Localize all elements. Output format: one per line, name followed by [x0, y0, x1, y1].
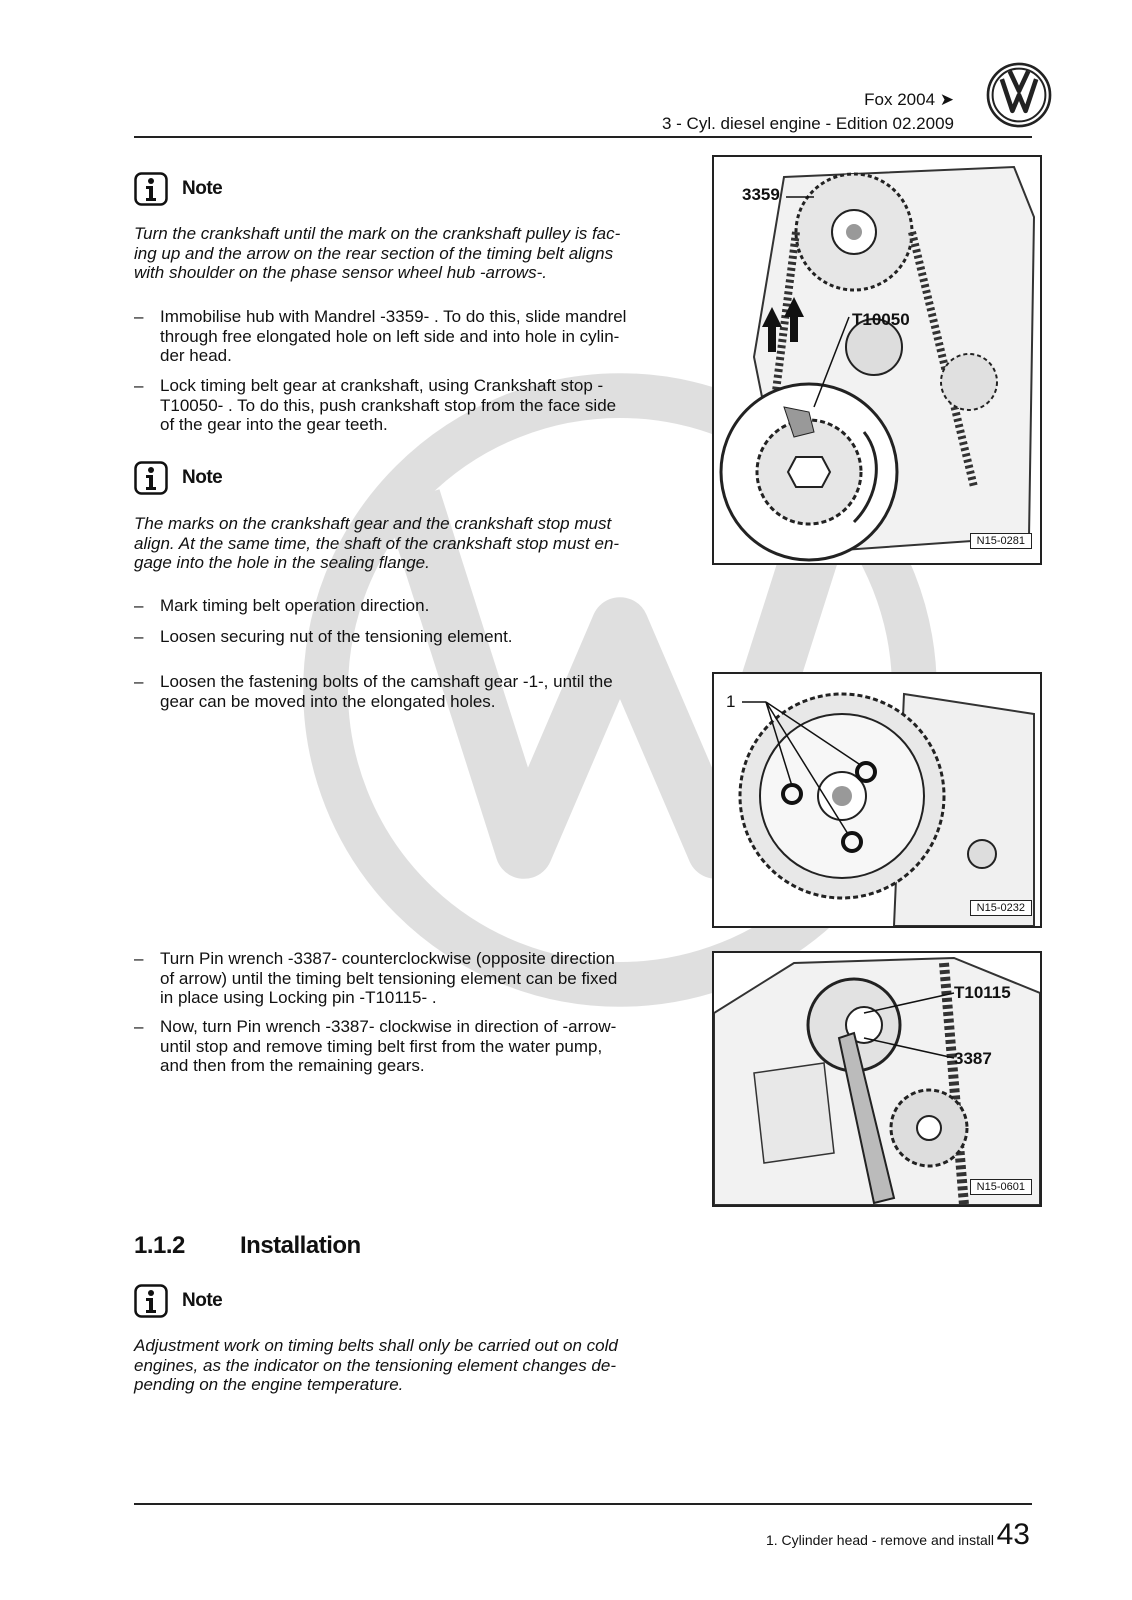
figure-code: N15-0601 — [970, 1179, 1032, 1195]
figure-2-illustration — [714, 674, 1040, 926]
step-text: Loosen securing nut of the tensioning element. — [160, 627, 513, 646]
figure-label: 3387 — [954, 1049, 992, 1068]
step-text: Loosen the fastening bolts of the camshaft gear -1-, until the gear can be moved into the elongated holes. — [160, 672, 613, 711]
note-heading-2 — [134, 461, 222, 495]
info-icon — [134, 461, 168, 495]
step-text: Mark timing belt operation direction. — [160, 596, 430, 615]
step-dash: – — [134, 1017, 144, 1036]
figure-1-illustration — [714, 157, 1040, 563]
figure-label: T10115 — [954, 983, 1011, 1002]
section-number: 1.1.2 — [134, 1232, 185, 1259]
footer-divider — [134, 1503, 1032, 1505]
note-text-2: The marks on the crankshaft gear and the crankshaft stop must align. At the same time, the shaft of the crankshaft stop must en- gage into the hole in the sealing flange. — [134, 514, 620, 572]
document-subtitle: 3 - Cyl. diesel engine - Edition 02.2009 — [661, 114, 954, 133]
step-text: Turn Pin wrench -3387- counterclockwise (opposite direction of arrow) until the timing belt tensioning element can be fixed in place using Locking pin -T10115- . — [160, 949, 618, 1007]
step-dash: – — [134, 672, 144, 691]
footer-chapter: 1. Cylinder head - remove and install — [765, 1532, 994, 1548]
info-icon — [134, 172, 168, 206]
note-text-1: Turn the crankshaft until the mark on the crankshaft pulley is fac- ing up and the arrow on the rear section of the timing belt aligns with shoulder on the phase sensor wheel hub -arrows-. — [134, 224, 621, 282]
step-dash: – — [134, 627, 144, 646]
figure-label: 3359 — [742, 185, 780, 204]
step-dash: – — [134, 307, 144, 326]
figure-label: T10050 — [852, 310, 910, 329]
figure-crankshaft-lock — [712, 155, 1042, 565]
volkswagen-logo-icon — [986, 62, 1052, 128]
figure-code: N15-0232 — [970, 900, 1032, 916]
note-label: Note — [182, 467, 223, 488]
step-dash: – — [134, 949, 144, 968]
step-text: Lock timing belt gear at crankshaft, using Crankshaft stop - T10050- . To do this, push crankshaft stop from the face side of the gear into the gear teeth. — [160, 376, 617, 434]
step-text: Now, turn Pin wrench -3387- clockwise in direction of -arrow- until stop and remove timing belt first from the water pump, and then from the remaining gears. — [160, 1017, 617, 1075]
figure-code: N15-0281 — [970, 533, 1032, 549]
info-icon — [134, 1284, 168, 1318]
document-model: Fox 2004 ➤ — [864, 90, 954, 109]
step-dash: – — [134, 376, 144, 395]
step-item-1 — [134, 307, 674, 366]
step-item-7 — [134, 1017, 674, 1076]
step-item-6 — [134, 949, 674, 1008]
note-heading-3 — [134, 1284, 222, 1318]
note-heading-1 — [134, 172, 222, 206]
step-item-5 — [134, 672, 674, 711]
figure-camshaft-gear — [712, 672, 1042, 928]
step-item-4 — [134, 627, 674, 647]
step-item-3 — [134, 596, 674, 616]
page-number: 43 — [996, 1518, 1030, 1551]
figure-label: 1 — [726, 692, 736, 711]
step-item-2 — [134, 376, 674, 435]
step-dash: – — [134, 596, 144, 615]
figure-tensioner — [712, 951, 1042, 1207]
note-text-3: Adjustment work on timing belts shall only be carried out on cold engines, as the indicator on the tensioning element changes de- pending on the engine temperature. — [134, 1336, 618, 1394]
note-label: Note — [182, 1290, 223, 1311]
note-label: Note — [182, 178, 223, 199]
step-text: Immobilise hub with Mandrel -3359- . To do this, slide mandrel through free elongated hole on left side and into hole in cylin- der head. — [160, 307, 627, 365]
section-title: Installation — [240, 1232, 361, 1259]
header-divider — [134, 136, 1032, 138]
